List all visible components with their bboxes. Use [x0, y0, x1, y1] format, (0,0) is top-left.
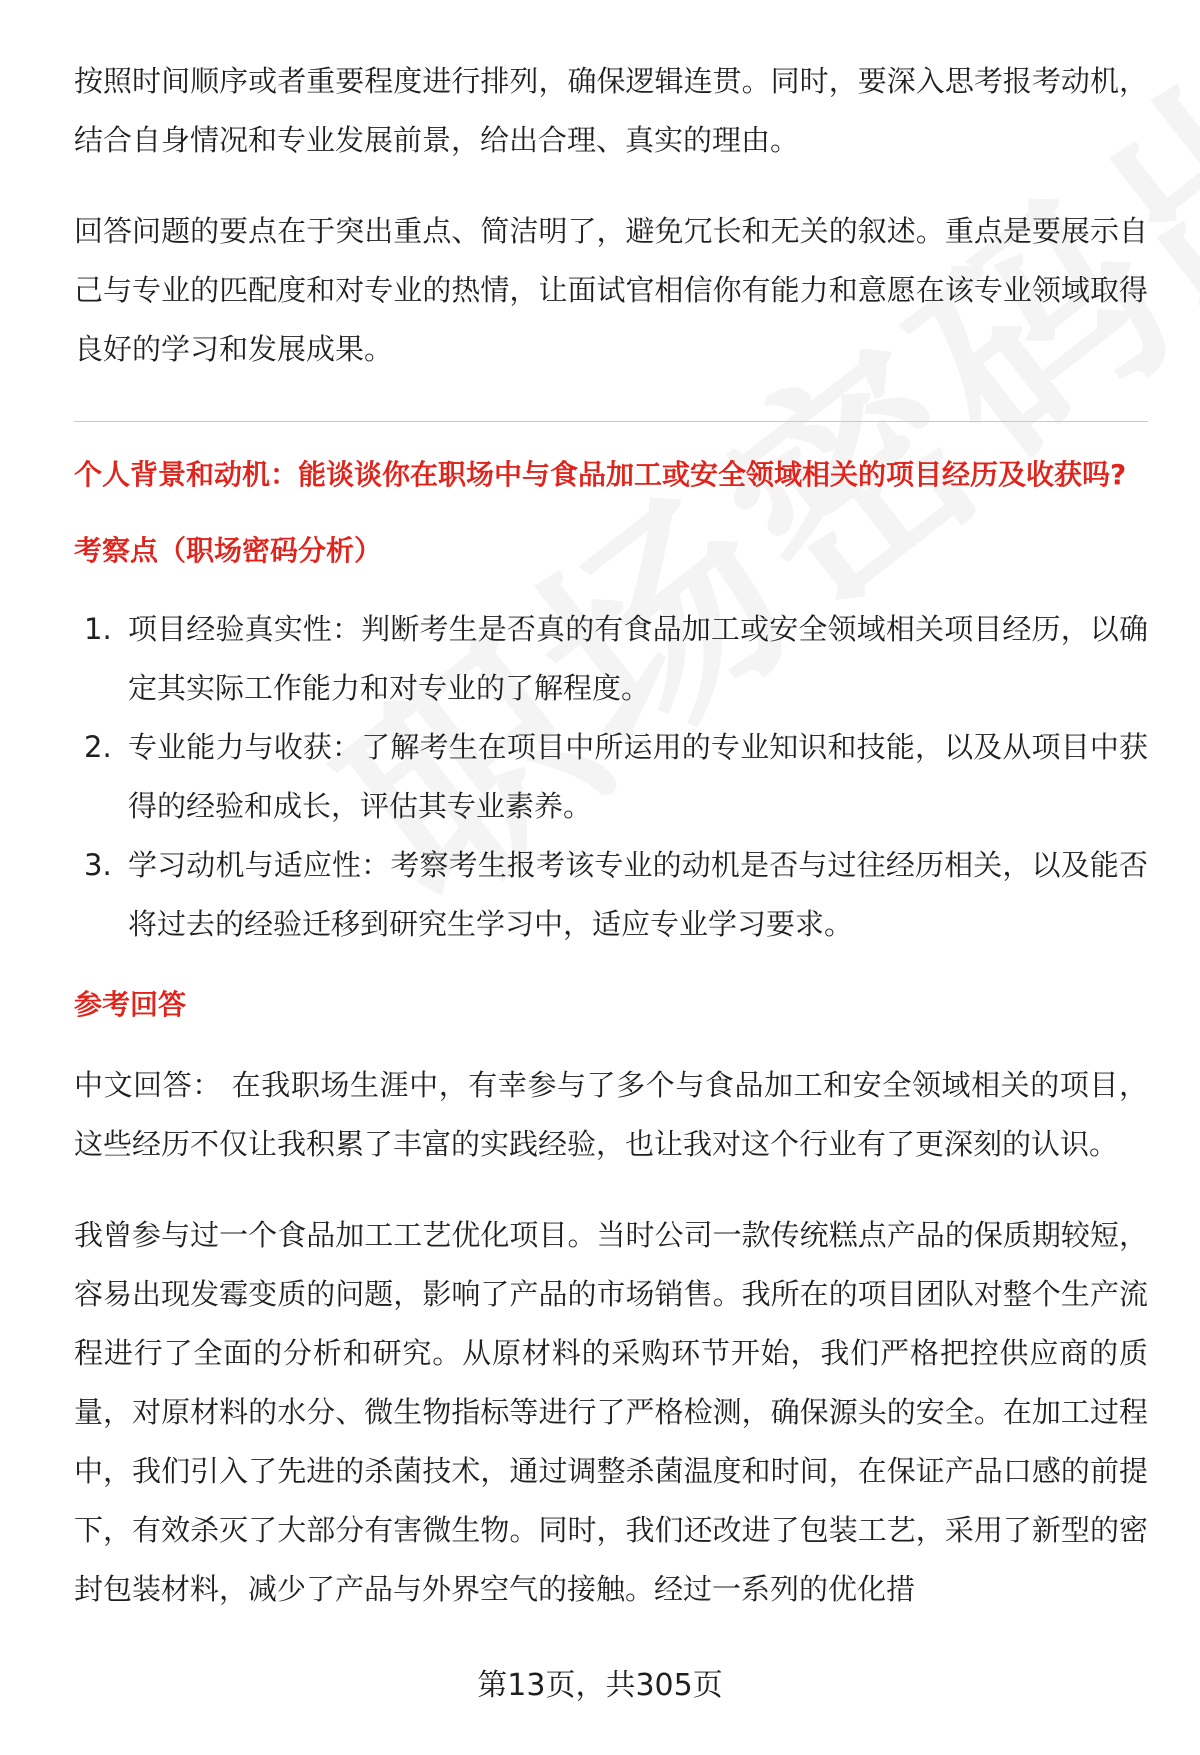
analysis-list: [74, 600, 1148, 954]
list-item-number: 2.: [84, 730, 112, 764]
list-item-text: 专业能力与收获：了解考生在项目中所运用的专业知识和技能，以及从项目中获得的经验和成长，评估其专业素养。: [128, 730, 1148, 823]
page-content: [74, 52, 1148, 1619]
list-item-text: 学习动机与适应性：考察考生报考该专业的动机是否与过往经历相关，以及能否将过去的经验迁移到研究生学习中，适应专业学习要求。: [128, 848, 1148, 941]
answer-paragraph-1: 中文回答： 在我职场生涯中，有幸参与了多个与食品加工和安全领域相关的项目，这些经历不仅让我积累了丰富的实践经验，也让我对这个行业有了更深刻的认识。: [74, 1068, 1148, 1161]
answer-paragraph-2: 我曾参与过一个食品加工工艺优化项目。当时公司一款传统糕点产品的保质期较短，容易出现发霉变质的问题，影响了产品的市场销售。我所在的项目团队对整个生产流程进行了全面的分析和研究。从原材料的采购环节开始，我们严格把控供应商的质量，对原材料的水分、微生物指标等进行了严格检测，确保源头的安全。在加工过程中，我们引入了先进的杀菌技术，通过调整杀菌温度和时间，在保证产品口感的前提下，有效杀灭了大部分有害微生物。同时，我们还改进了包装工艺，采用了新型的密封包装材料，减少了产品与外界空气的接触。经过一系列的优化措: [74, 1218, 1148, 1606]
list-item: [74, 600, 1148, 718]
list-item-text: 项目经验真实性：判断考生是否真的有食品加工或安全领域相关项目经历，以确定其实际工作能力和对专业的了解程度。: [128, 612, 1148, 705]
intro-paragraph-2: 回答问题的要点在于突出重点、简洁明了，避免冗长和无关的叙述。重点是要展示自己与专业的匹配度和对专业的热情，让面试官相信你有能力和意愿在该专业领域取得良好的学习和发展成果。: [74, 214, 1148, 366]
list-item: [74, 718, 1148, 836]
page-number-footer: 第13页，共305页: [477, 1668, 723, 1703]
list-item-number: 3.: [84, 848, 112, 882]
answer-heading: 参考回答: [74, 988, 187, 1021]
question-title: 个人背景和动机：能谈谈你在职场中与食品加工或安全领域相关的项目经历及收获吗?: [74, 458, 1127, 491]
intro-paragraph-1: 按照时间顺序或者重要程度进行排列，确保逻辑连贯。同时，要深入思考报考动机，结合自身情况和专业发展前景，给出合理、真实的理由。: [74, 64, 1148, 157]
list-item-number: 1.: [84, 612, 112, 646]
analysis-heading: 考察点（职场密码分析）: [74, 534, 383, 567]
list-item: [74, 836, 1148, 954]
